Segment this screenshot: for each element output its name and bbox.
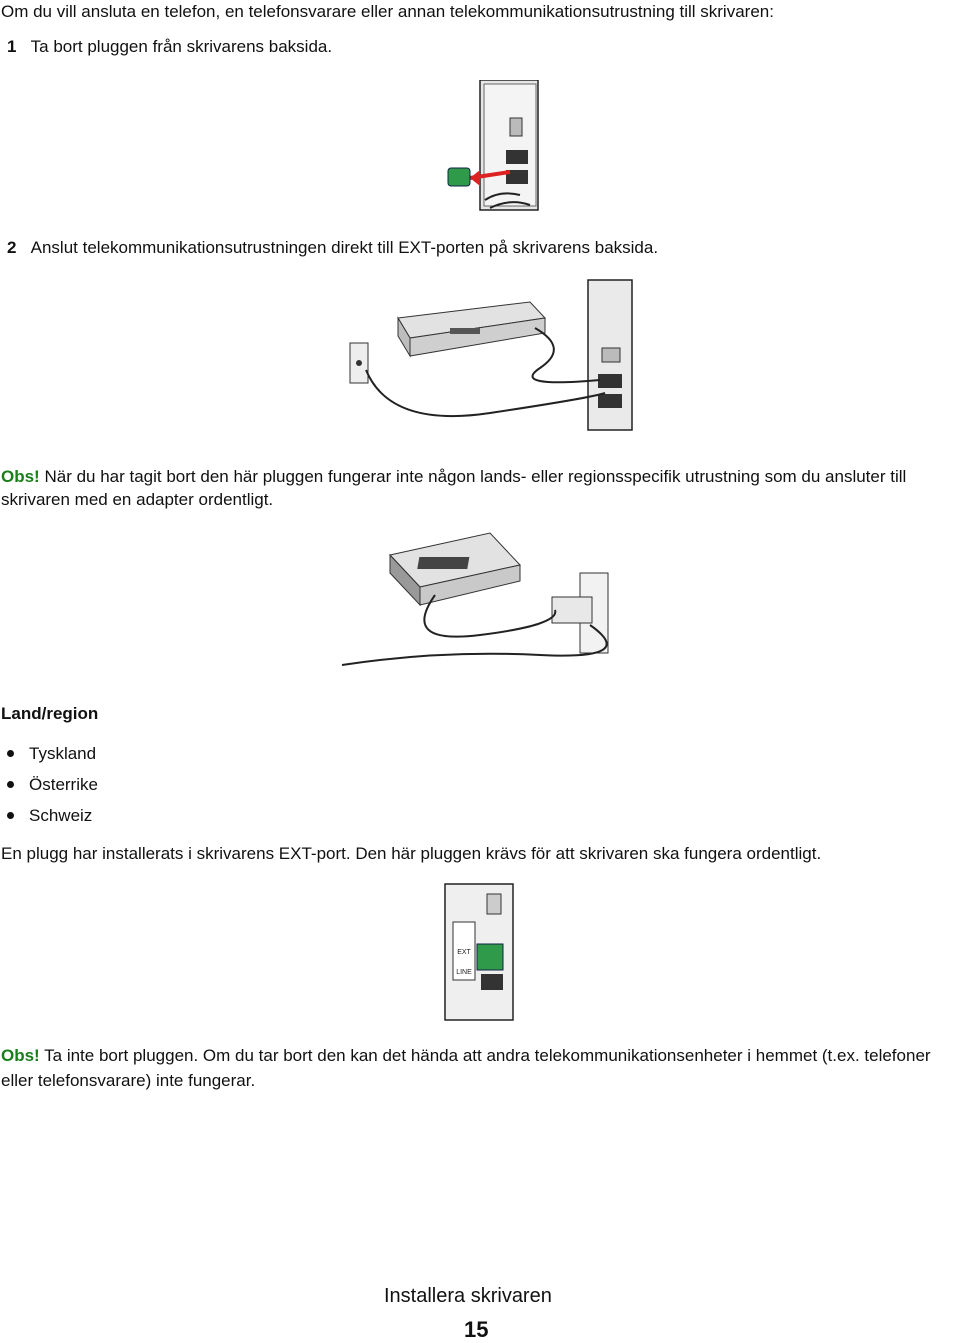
note-2 [1, 1043, 959, 1093]
step-1-text: Ta bort pluggen från skrivarens baksida. [30, 37, 333, 56]
step-1-number: 1 [7, 37, 17, 56]
footer-section-title: Installera skrivaren [384, 1285, 552, 1307]
country-item: Tyskland [1, 738, 98, 769]
line-port-label: LINE [456, 969, 472, 976]
note-2-label: Obs! [1, 1046, 40, 1065]
adapter-connection-illustration [340, 525, 620, 673]
note-1 [1, 465, 959, 511]
step-2 [7, 237, 658, 259]
note-1-text: När du har tagit bort den här pluggen fungerar inte någon lands- eller regionsspecifik utrustning som du ansluter till skrivaren med en adapter ordentligt. [1, 467, 907, 509]
ext-connection-illustration [340, 278, 635, 433]
intro-text: Om du vill ansluta en telefon, en telefonsvarare eller annan telekommunikationsutrustning till skrivaren: [1, 2, 774, 21]
remove-plug-illustration [440, 80, 540, 215]
step-2-number: 2 [7, 238, 17, 257]
plug-installed-note: En plugg har installerats i skrivarens EXT-port. Den här pluggen krävs för att skrivaren ska fungera ordentligt. [1, 844, 822, 863]
installed-plug-illustration [443, 882, 515, 1022]
step-2-text: Anslut telekommunikationsutrustningen direkt till EXT-porten på skrivarens baksida. [30, 238, 659, 257]
page-number: 15 [464, 1317, 489, 1342]
country-list [1, 738, 98, 831]
country-item: Schweiz [1, 800, 98, 831]
country-item: Österrike [1, 769, 98, 800]
note-1-label: Obs! [1, 467, 40, 486]
note-2-text: Ta inte bort pluggen. Om du tar bort den kan det hända att andra telekommunikationsenheter i hemmet (t.ex. telefoner eller telefonsvarare) inte fungerar. [1, 1046, 931, 1090]
step-1 [7, 36, 332, 58]
country-heading: Land/region [1, 704, 99, 723]
ext-port-label: EXT [457, 949, 471, 956]
